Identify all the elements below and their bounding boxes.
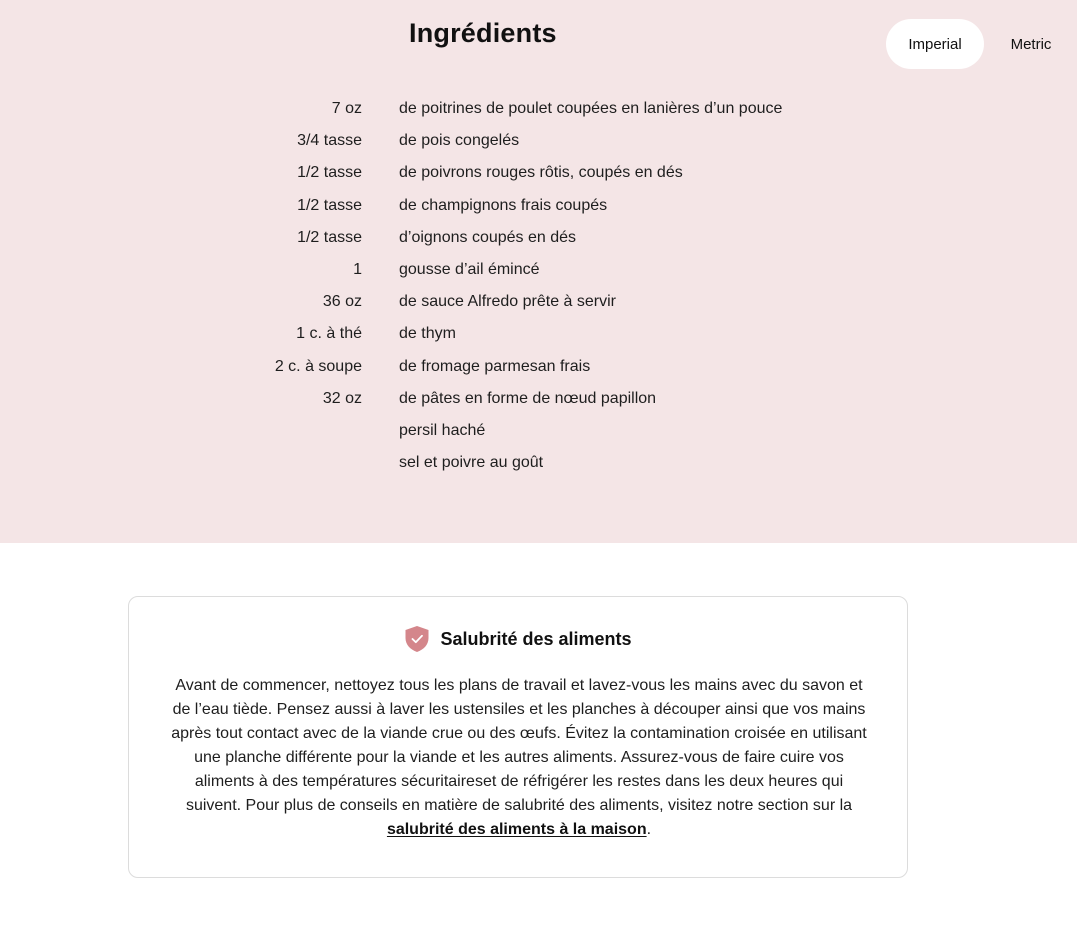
- ingredient-quantity: 1 c. à thé: [296, 325, 362, 343]
- ingredient-row: [0, 318, 1077, 350]
- ingredient-row: [0, 254, 1077, 286]
- ingredient-name: de fromage parmesan frais: [399, 357, 591, 375]
- food-safety-card: [128, 596, 908, 878]
- ingredient-quantity: 1/2 tasse: [297, 164, 362, 182]
- ingredient-name: de poivrons rouges rôtis, coupés en dés: [399, 164, 683, 182]
- ingredient-quantity: 2 c. à soupe: [274, 357, 362, 375]
- ingredient-name: de pois congelés: [399, 132, 520, 150]
- food-safety-trailing: .: [646, 821, 652, 838]
- unit-toggle: [886, 19, 1070, 69]
- ingredient-row: [0, 447, 1077, 479]
- ingredient-quantity: 32 oz: [322, 389, 362, 407]
- ingredient-name: de pâtes en forme de nœud papillon: [399, 389, 657, 407]
- food-safety-header: [129, 625, 907, 653]
- home-food-safety-link[interactable]: salubrité des aliments à la maison: [386, 821, 647, 838]
- ingredient-row: [0, 93, 1077, 125]
- ingredient-row: [0, 125, 1077, 157]
- shield-check-icon: [404, 625, 430, 653]
- ingredient-quantity: 1/2 tasse: [297, 196, 362, 214]
- ingredient-list: [0, 93, 1077, 479]
- ingredient-quantity: 1/2 tasse: [297, 228, 362, 246]
- ingredient-quantity: 1: [353, 260, 362, 278]
- ingredient-name: de sauce Alfredo prête à servir: [399, 293, 617, 311]
- metric-button[interactable]: Metric: [984, 19, 1070, 69]
- ingredient-name: sel et poivre au goût: [399, 454, 544, 472]
- ingredient-name: d’oignons coupés en dés: [399, 228, 577, 246]
- imperial-button[interactable]: Imperial: [886, 19, 984, 69]
- ingredient-quantity: 36 oz: [322, 293, 362, 311]
- food-safety-body: Avant de commencer, nettoyez tous les plans de travail et lavez-vous les mains avec du savon et de l’eau tiède. Pensez aussi à laver les ustensiles et les planches à découper ainsi que vos mains après tout contact avec de la viande crue ou des œufs. Évitez la contamination croisée en utilisant une planche différente pour la viande et les autres aliments. Assurez-vous de faire cuire vos aliments à des températures sécuritaireset de réfrigérer les restes dans les deux heures qui suivent. Pour plus de conseils en matière de salubrité des aliments, visitez notre section sur la: [171, 677, 867, 814]
- ingredient-quantity: 3/4 tasse: [297, 132, 362, 150]
- ingredient-row: [0, 351, 1077, 383]
- ingredient-quantity: 7 oz: [331, 100, 362, 117]
- food-safety-text: [171, 674, 867, 842]
- ingredient-row: [0, 222, 1077, 254]
- ingredient-name: de champignons frais coupés: [399, 196, 608, 214]
- ingredient-row: [0, 190, 1077, 222]
- ingredient-row: [0, 383, 1077, 415]
- ingredient-name: persil haché: [399, 421, 486, 439]
- ingredient-row: [0, 286, 1077, 318]
- ingredient-row: [0, 157, 1077, 189]
- ingredients-title: Ingrédients: [409, 18, 557, 48]
- food-safety-title: Salubrité des aliments: [440, 628, 632, 649]
- ingredient-name: de poitrines de poulet coupées en lanières d’un pouce: [399, 100, 783, 117]
- ingredient-name: gousse d’ail émincé: [399, 260, 540, 278]
- ingredient-row: [0, 415, 1077, 447]
- ingredient-name: de thym: [399, 325, 456, 343]
